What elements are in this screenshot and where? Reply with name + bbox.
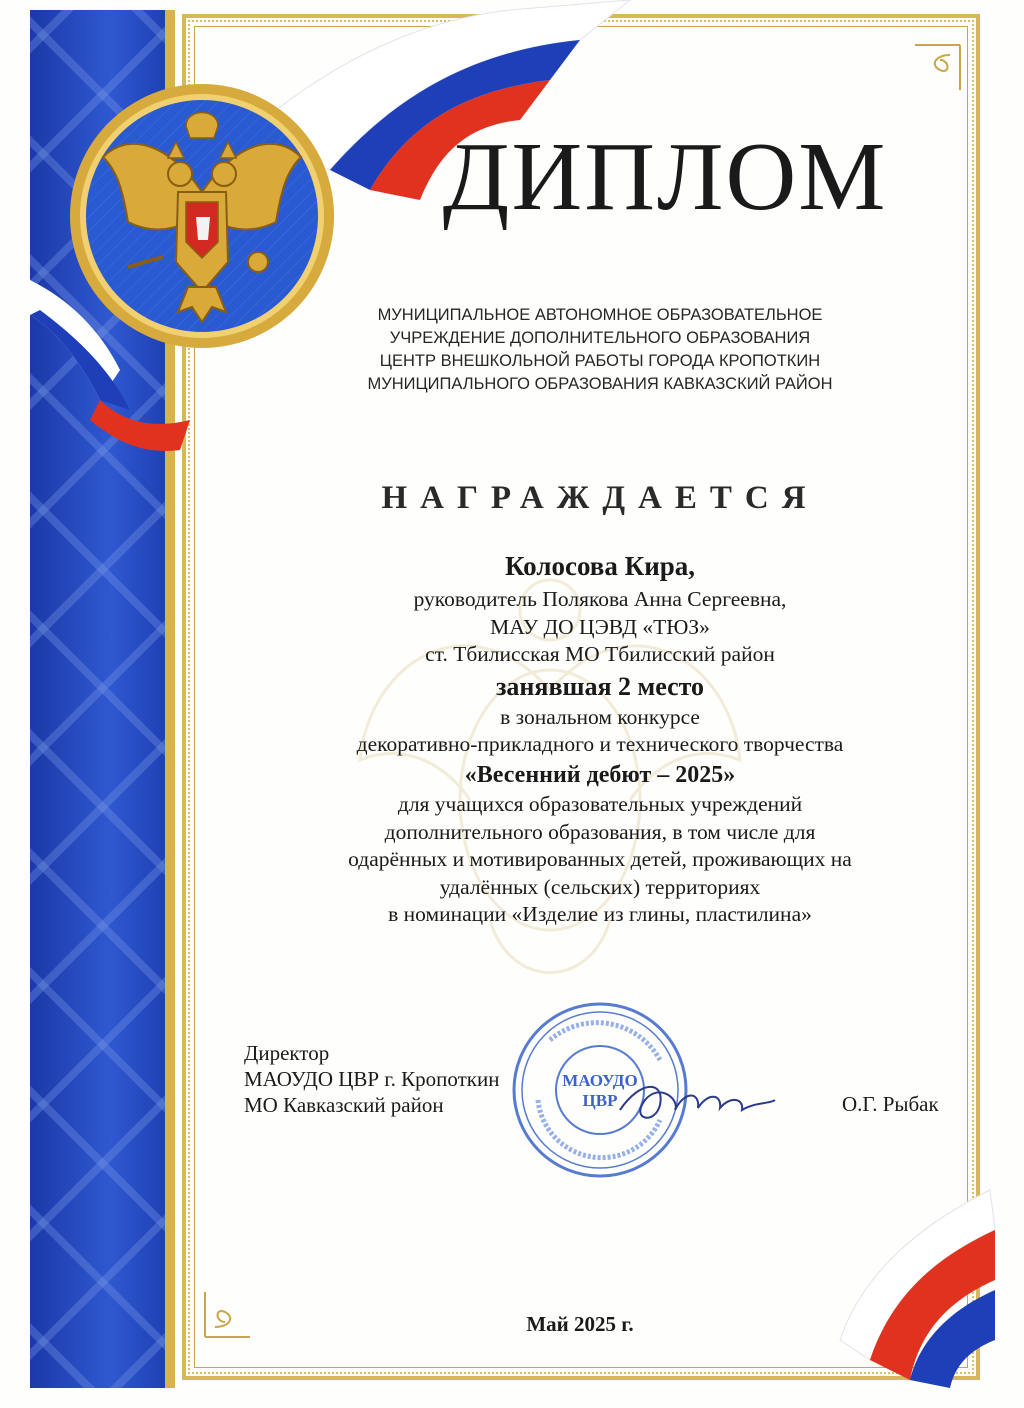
description-line: для учащихся образовательных учреждений <box>397 791 803 816</box>
description-line: дополнительного образования, в том числе для <box>384 819 816 844</box>
corner-ornament-icon <box>905 40 965 100</box>
recipient-name: Колосова Кира, <box>504 551 696 581</box>
coat-of-arms-emblem-icon <box>68 82 336 350</box>
signature-block <box>244 1040 499 1118</box>
description-line: удалённых (сельских) территориях <box>439 874 761 899</box>
handwritten-signature-icon <box>610 1070 780 1130</box>
signer-institution: МАОУДО ЦВР г. Кропоткин <box>244 1067 500 1091</box>
svg-text:ЦВР: ЦВР <box>582 1091 618 1110</box>
award-text <box>290 546 910 929</box>
issue-date: Май 2025 г. <box>526 1312 634 1336</box>
description-line: в номинации «Изделие из глины, пластилина» <box>388 902 812 927</box>
signer-district: МО Кавказский район <box>244 1093 444 1117</box>
organization-line: МУНИЦИПАЛЬНОЕ АВТОНОМНОЕ ОБРАЗОВАТЕЛЬНОЕ <box>377 306 823 324</box>
contest-line: декоративно-прикладного и технического творчества <box>356 732 844 757</box>
diploma-title: ДИПЛОМ <box>442 123 888 231</box>
organization-line: УЧРЕЖДЕНИЕ ДОПОЛНИТЕЛЬНОГО ОБРАЗОВАНИЯ <box>389 329 811 347</box>
corner-ornament-icon <box>200 1282 260 1342</box>
description-line: одарённых и мотивированных детей, проживающих на <box>348 847 852 872</box>
organization-line: ЦЕНТР ВНЕШКОЛЬНОЙ РАБОТЫ ГОРОДА КРОПОТКИН <box>379 352 821 370</box>
organization-name <box>300 304 900 396</box>
organization-line: МУНИЦИПАЛЬНОГО ОБРАЗОВАНИЯ КАВКАЗСКИЙ РАЙОН <box>367 375 833 393</box>
svg-text:МАОУДО: МАОУДО <box>562 1071 638 1090</box>
awarded-heading: НАГРАЖДАЕТСЯ <box>381 480 819 516</box>
place-line: занявшая 2 место <box>495 671 705 701</box>
signer-name: О.Г. Рыбак <box>842 1092 939 1116</box>
detail-line: МАУ ДО ЦЭВД «ТЮЗ» <box>490 614 710 639</box>
detail-line: руководитель Полякова Анна Сергеевна, <box>413 587 787 611</box>
detail-line: ст. Тбилисская МО Тбилисский район <box>425 642 775 667</box>
contest-name: «Весенний дебют – 2025» <box>464 761 736 788</box>
signer-position: Директор <box>244 1041 330 1065</box>
contest-line: в зональном конкурсе <box>500 704 700 729</box>
tricolor-ribbon-bottom-right <box>820 1170 1000 1390</box>
